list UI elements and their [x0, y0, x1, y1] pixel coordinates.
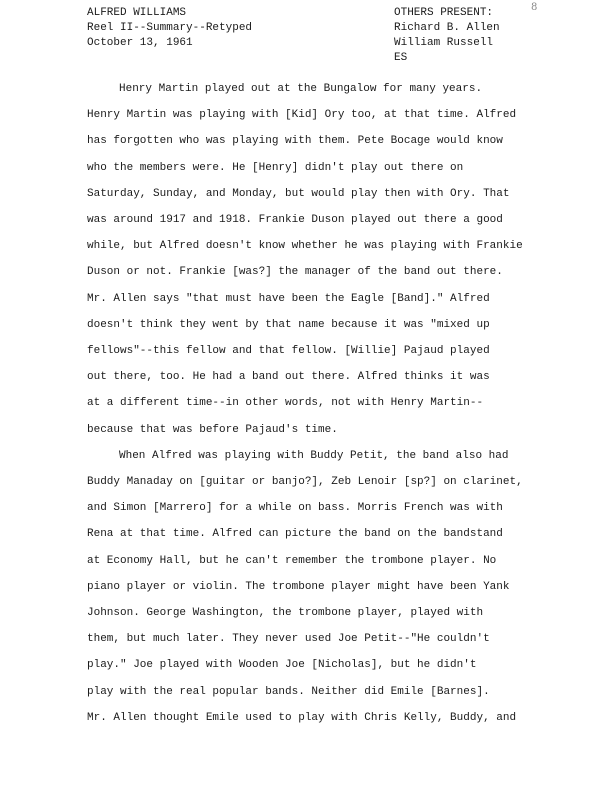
paragraph-line: doesn't think they went by that name because it was "mixed up	[87, 318, 490, 331]
paragraph-line: fellows"--this fellow and that fellow. [Willie] Pajaud played	[87, 345, 490, 358]
others-present-name: ES	[394, 52, 408, 64]
paragraph-line: piano player or violin. The trombone player might have been Yank	[87, 580, 510, 593]
header-right	[394, 6, 500, 66]
paragraph-line: Duson or not. Frankie [was?] the manager of the band out there.	[87, 266, 503, 279]
paragraph-line: because that was before Pajaud's time.	[87, 423, 338, 436]
paragraph-line: play with the real popular bands. Neither did Emile [Barnes].	[87, 685, 490, 698]
paragraph-line: at Economy Hall, but he can't remember the trombone player. No	[87, 554, 497, 567]
paragraph-line: at a different time--in other words, not with Henry Martin--	[87, 397, 484, 410]
paragraph-line: has forgotten who was playing with them. Pete Bocage would know	[87, 135, 503, 148]
paragraph-line: Henry Martin played out at the Bungalow for many years.	[119, 83, 483, 95]
transcript-body	[87, 76, 557, 731]
header-left	[87, 6, 252, 51]
reel-info: Reel II--Summary--Retyped	[87, 22, 253, 34]
others-present-heading: OTHERS PRESENT:	[394, 7, 494, 19]
paragraph-line: who the members were. He [Henry] didn't play out there on	[87, 161, 464, 174]
paragraph-line: Buddy Manaday on [guitar or banjo?], Zeb Lenoir [sp?] on clarinet,	[87, 476, 523, 489]
paragraph-line: Mr. Allen thought Emile used to play with Chris Kelly, Buddy, and	[87, 711, 517, 724]
page-number: 8	[531, 2, 538, 13]
paragraph-line: When Alfred was playing with Buddy Petit, the band also had	[119, 449, 509, 462]
paragraph-line: play." Joe played with Wooden Joe [Nicholas], but he didn't	[87, 659, 477, 672]
interviewee-name: ALFRED WILLIAMS	[87, 7, 187, 19]
others-present-name: William Russell	[394, 37, 494, 49]
paragraph-line: and Simon [Marrero] for a while on bass. Morris French was with	[87, 502, 503, 515]
paragraph-line: them, but much later. They never used Joe Petit--"He couldn't	[87, 633, 490, 646]
paragraph-line: Mr. Allen says "that must have been the Eagle [Band]." Alfred	[87, 292, 490, 305]
paragraph-line: out there, too. He had a band out there. Alfred thinks it was	[87, 371, 490, 384]
paragraph-line: Johnson. George Washington, the trombone player, played with	[87, 607, 484, 620]
others-present-name: Richard B. Allen	[394, 22, 500, 34]
paragraph-line: Saturday, Sunday, and Monday, but would play then with Ory. That	[87, 187, 510, 200]
paragraph-line: Rena at that time. Alfred can picture the band on the bandstand	[87, 528, 503, 541]
paragraph-line: was around 1917 and 1918. Frankie Duson played out there a good	[87, 214, 503, 227]
paragraph-line: while, but Alfred doesn't know whether he was playing with Frankie	[87, 240, 523, 253]
interview-date: October 13, 1961	[87, 37, 193, 49]
paragraph-line: Henry Martin was playing with [Kid] Ory too, at that time. Alfred	[87, 109, 517, 122]
